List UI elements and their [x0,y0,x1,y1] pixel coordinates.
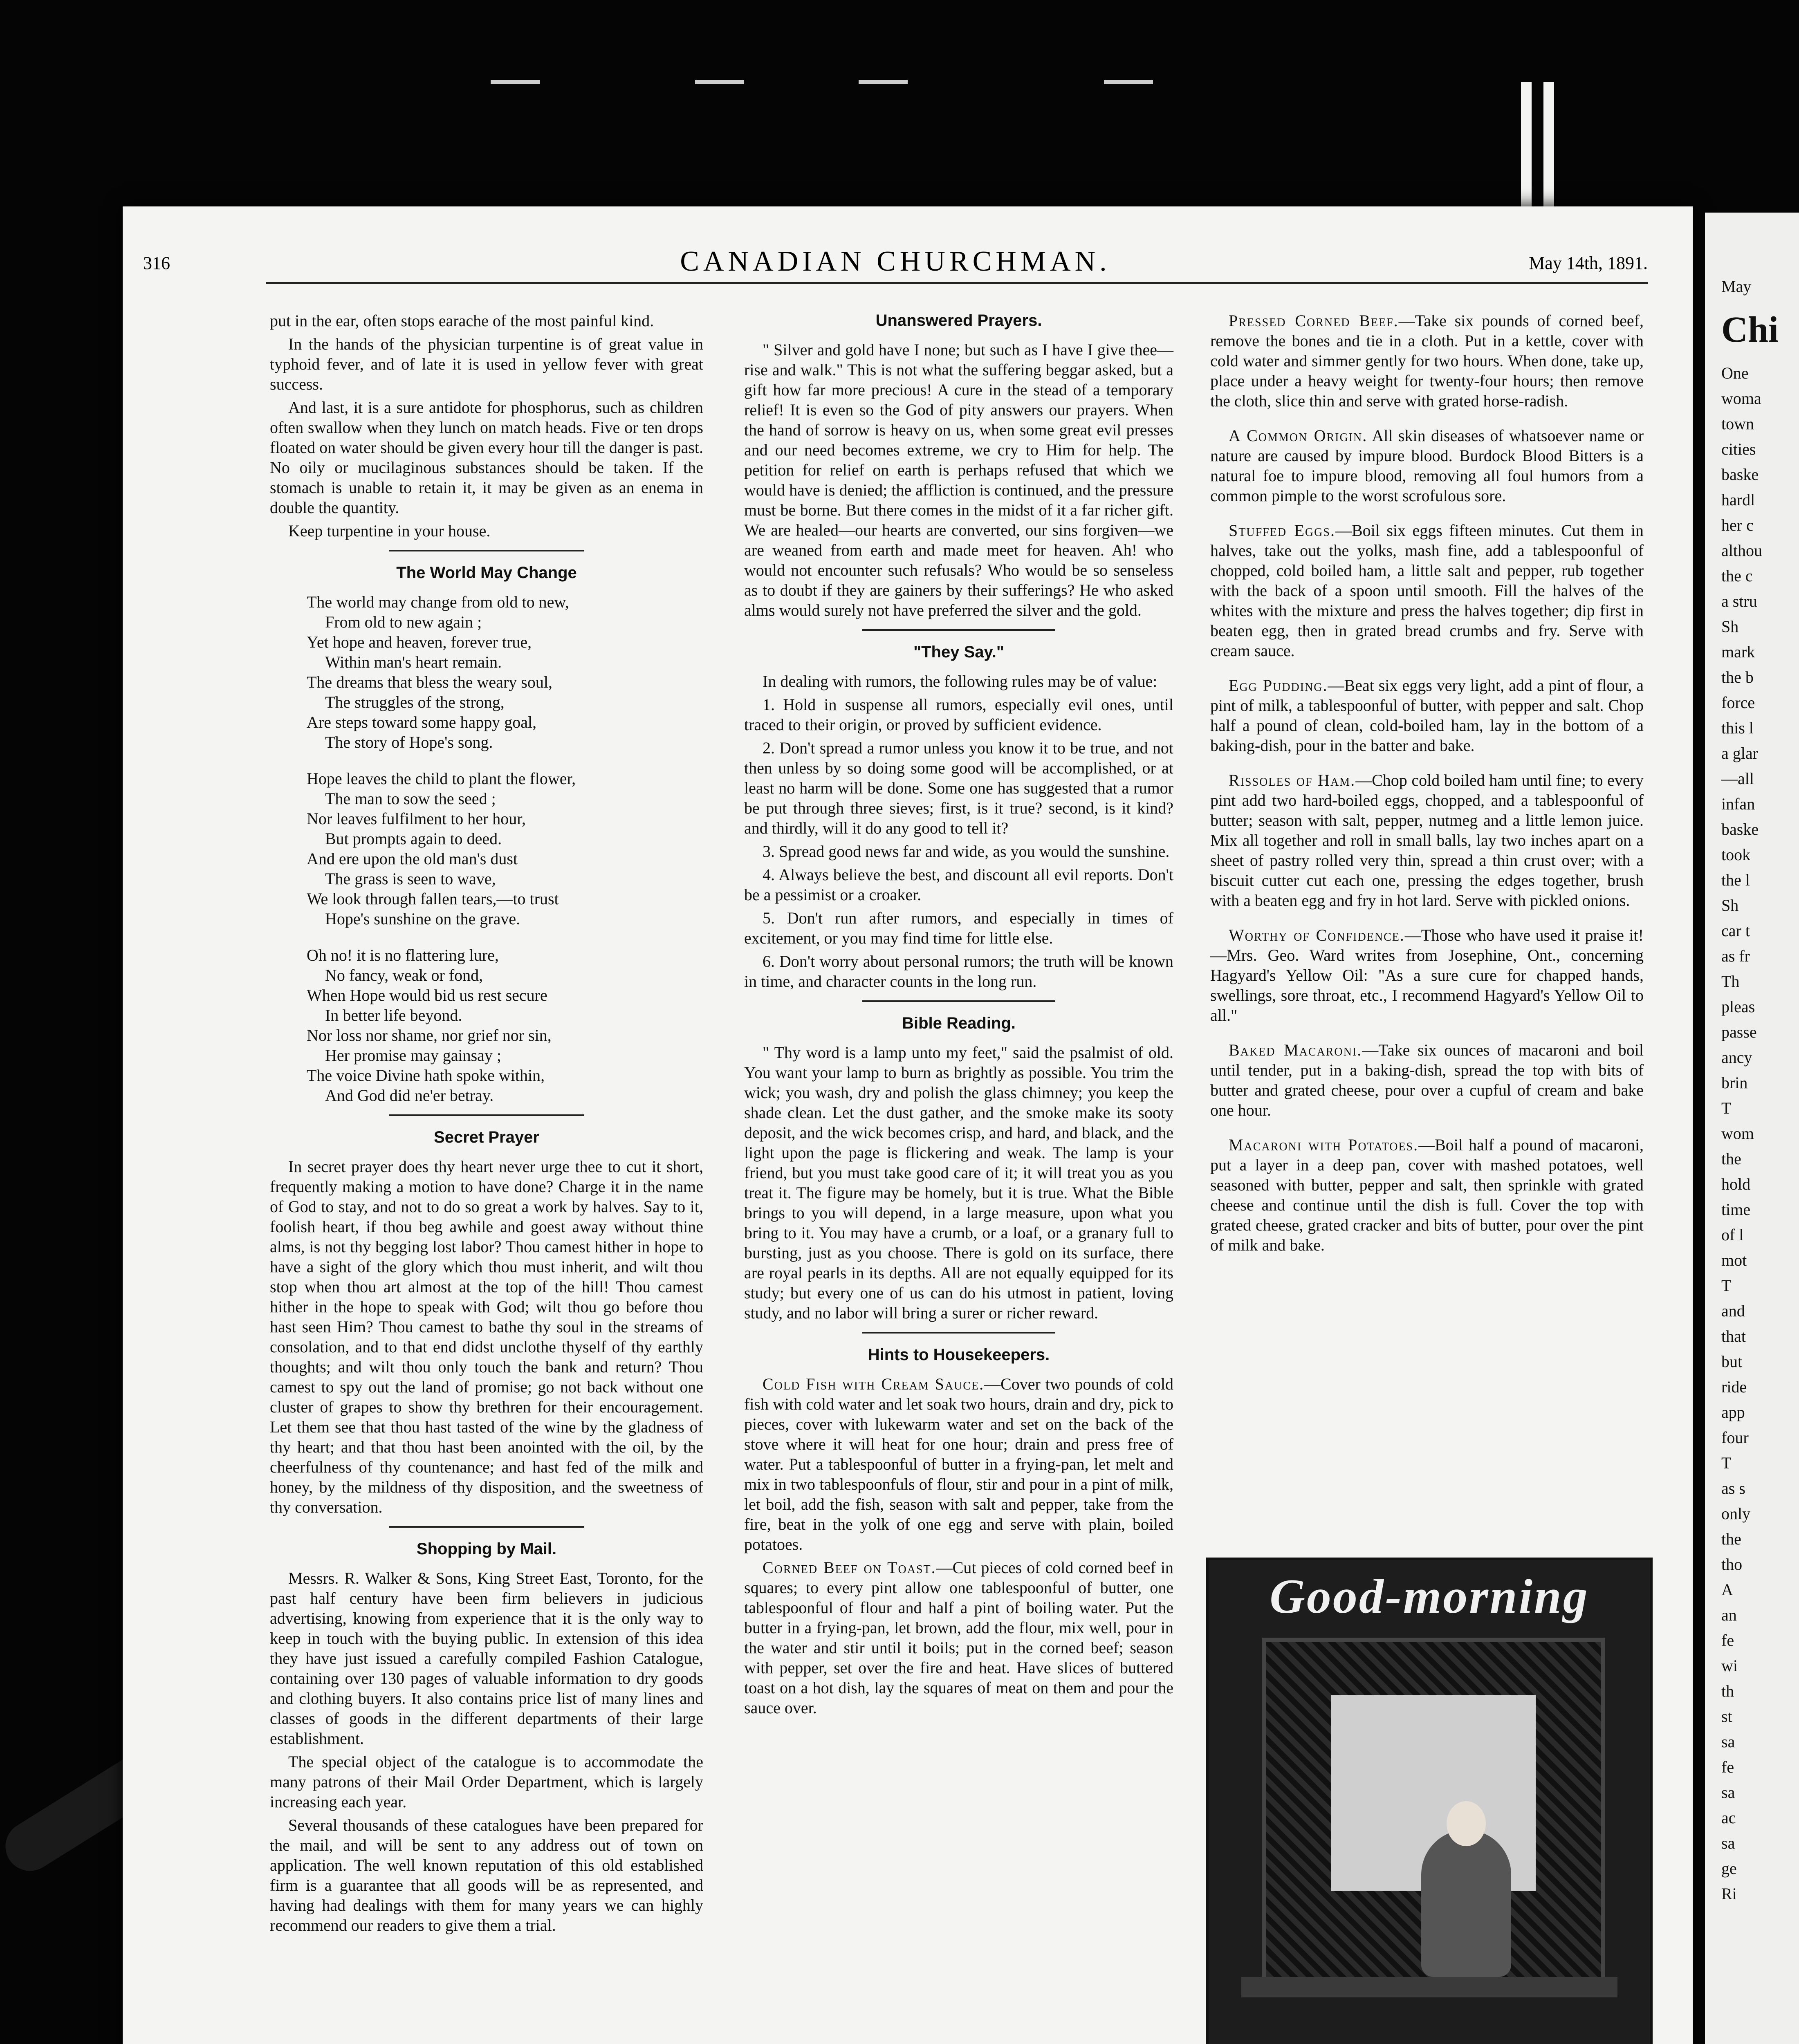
poem-line: Are steps toward some happy goal, [307,713,537,731]
facing-page-line: pleas [1721,997,1755,1016]
facing-page-line: but [1721,1352,1743,1371]
recipe-paragraph [1210,311,1644,411]
facing-page-line: infan [1721,795,1755,813]
recipe-paragraph [1210,1040,1644,1120]
facing-page-line: hardl [1721,491,1755,509]
facing-page-line: car t [1721,921,1750,940]
poem [270,592,703,1105]
facing-page-line: Ri [1721,1885,1737,1903]
article-title: The World May Change [396,564,577,582]
page-number: 316 [143,253,170,273]
poem-line: Hope leaves the child to plant the flower, [307,769,576,788]
facing-page-line: baske [1721,465,1759,484]
facing-page-line: app [1721,1403,1745,1421]
poem-line: The voice Divine hath spoke within, [307,1066,545,1085]
article-paragraph: 5. Don't run after rumors, and especially in times of excitement, or you may find time for little else. [744,909,1173,947]
article-paragraph: 3. Spread good news far and wide, as you would the sunshine. [763,842,1170,861]
recipe-text: —Cut pieces of cold corned beef in squares; to every pint allow one tablespoonful of butter, one tablespoonful of flour and half a pint of boiling water. Put the butter in a frying-pan, let brown, add the flour, mix well, pour in the water and stir until it boils; put in the corned beef; season with pepper, set over the fire and heat. Have slices of buttered toast on a hot dish, lay the squares of meat on them and pour the sauce over. [744,1558,1173,1717]
facing-page-line: T [1721,1099,1732,1117]
article-paragraph: 6. Don't worry about personal rumors; the truth will be known in time, and character counts in the long run. [744,952,1173,991]
section-rule [389,550,584,551]
facing-page-line: Chi [1721,309,1779,350]
facing-page-line: the c [1721,567,1753,585]
recipe-lead: Macaroni with Potatoes. [1229,1136,1419,1154]
facing-page-line: as s [1721,1479,1745,1497]
recipe-text: —Beat six eggs very light, add a pint of flour, a pint of milk, a tablespoonful of butter, with pepper and salt. Chop half a pound of clean, cold-boiled ham, lay in the bottom of a baking-dish, pour in the batter and bake. [1210,676,1644,755]
poem-line: But prompts again to deed. [325,829,502,848]
section-rule [389,1526,584,1528]
article-paragraph: The special object of the catalogue is to accommodate the many patrons of their Mail Order Department, which is largely increasing each year. [270,1753,703,1811]
article-paragraph: In dealing with rumors, the following rules may be of value: [763,672,1157,690]
facing-page-line: ac [1721,1809,1736,1827]
poem-line: The man to sow the seed ; [325,789,496,808]
facing-page-line: the [1721,1150,1741,1168]
facing-page-line: Sh [1721,617,1739,636]
article-title: Shopping by Mail. [416,1540,557,1558]
facing-page-line: mark [1721,643,1755,661]
facing-page-line: a glar [1721,744,1758,762]
recipe-text: —Take six pounds of corned beef, remove the bones and tie in a cloth. Put in a kettle, cover with cold water and simmer gently for two hours. When done, take up, place under a heavy weight for twenty-four hours; then remove the cloth, slice thin and serve with grated horse-radish. [1210,312,1644,410]
facing-page-line: and [1721,1302,1745,1320]
recipe-paragraph [744,1558,1173,1718]
facing-page-line: this l [1721,719,1754,737]
facing-page-line: woma [1721,389,1761,408]
article-title: Unanswered Prayers. [875,312,1042,329]
recipe-lead: Worthy of Confidence. [1229,926,1405,944]
ad-window-sill [1241,1977,1617,1997]
article-paragraph: put in the ear, often stops earache of the most painful kind. [270,312,654,330]
poem-line: Nor leaves fulfilment to her hour, [307,809,526,828]
facing-page-line: baske [1721,820,1759,838]
recipe-lead: Baked Macaroni. [1229,1041,1362,1059]
article-paragraph: " Silver and gold have I none; but such as I have I give thee—rise and walk." This is not what the suffering beggar asked, but a gift how far more precious! A cure in the stead of a temporary relief! It is even so the God of pity answers our prayers. When the hand of sorrow is heavy on us, when some great evil presses and our need becomes extreme, we cry to Him for help. The petition for relief on earth is perhaps refused that which we would have is denied; the affliction is continued, and the pressure must be borne. But there comes in the midst of it a far richer gift. We are healed—our hearts are converted, our sins forgiven—we are weaned from earth and made meet for heaven. Ah! who would not encounter such refusals? Who would be so senseless as to doubt if they are gainers by their sufferings? He who asked alms would surely not have preferred the silver and the gold. [744,341,1173,619]
recipe-paragraph [1210,426,1644,506]
recipe-text: —Boil half a pound of macaroni, put a layer in a deep pan, cover with mashed potatoes, well seasoned with butter, pepper and salt, then sprinkle with grated cheese and continue until the dish is full. Cover the top with grated cheese, grated cracker and bits of butter, pour over the pint of milk and bake. [1210,1136,1644,1254]
facing-page [1705,213,1799,2044]
facing-page-line: mot [1721,1251,1747,1269]
facing-page-line: an [1721,1606,1737,1624]
facing-page-line: A [1721,1580,1733,1599]
article-title: Hints to Housekeepers. [868,1346,1050,1364]
recipe-paragraph [1210,675,1644,755]
article-title: Bible Reading. [902,1014,1016,1032]
binding-bar [1543,82,1554,213]
facing-page-line: the [1721,1530,1741,1548]
section-rule [862,629,1056,631]
poem-line: Within man's heart remain. [325,653,502,671]
top-dash [695,80,744,84]
facing-page-line: that [1721,1327,1746,1345]
article-title: Secret Prayer [434,1128,539,1146]
section-rule [389,1114,584,1116]
poem-line: The struggles of the strong, [325,693,505,711]
poem-line: Her promise may gainsay ; [325,1046,501,1065]
page-header [143,245,1648,282]
recipe-lead: Stuffed Eggs. [1229,521,1335,540]
section-rule [862,1000,1056,1002]
recipe-text: —Chop cold boiled ham until fine; to every pint add two hard-boiled eggs, chopped, and a tablespoonful of butter; season with salt, pepper, nutmeg and a little lemon juice. Mix all together and roll in small balls, lay two inches apart on a sheet of pastry rolled very thin, spread a thin crust over; with a biscuit cutter cut each one, pressing the edges together, brush with a beaten egg and fry in hot lard. Serve with pickled onions. [1210,771,1644,910]
article-paragraph: Several thousands of these catalogues have been prepared for the mail, and will be sent to any address out of town on application. The well known reputation of this old established firm is a guarantee that all goods will be as represented, and having had dealings with them for many years we can highly recommend our readers to give them a trial. [270,1816,703,1934]
recipe-text: —Those who have used it praise it!—Mrs. Geo. Ward writes from Josephine, Ont., concerning Hagyard's Yellow Oil: "As a sure cure for chapped hands, swellings, sore throat, etc., I recommend Hagyard's Yellow Oil to all." [1210,926,1644,1024]
facing-page-line: fe [1721,1631,1734,1650]
facing-page-line: sa [1721,1834,1735,1852]
facing-page-line: cities [1721,440,1756,458]
facing-page-line: Th [1721,972,1740,991]
column-3 [1210,311,1644,1258]
recipe-text: —Boil six eggs fifteen minutes. Cut them in halves, take out the yolks, mash fine, add a tablespoonful of chopped, cold boiled ham, a little salt and pepper, rub together with the back of a spoon until smooth. Fill the halves of the whites with the mixture and press the halves together; dip first in beaten egg, then in grated bread crumbs and fry. Serve with cream sauce. [1210,521,1644,660]
top-dash [1104,80,1153,84]
facing-page-line: passe [1721,1023,1757,1041]
article-paragraph: Keep turpentine in your house. [288,522,491,540]
article-paragraph: In the hands of the physician turpentine is of great value in typhoid fever, and of late it is used in yellow fever with great success. [270,335,703,393]
recipe-text: —Take six ounces of macaroni and boil until tender, put in a baking-dish, spread the top with bits of butter and grated cheese, pour over a cupful of cream and bake one hour. [1210,1041,1644,1119]
poem-line: No fancy, weak or fond, [325,966,483,984]
facing-page-line: four [1721,1428,1749,1447]
poem-line: Oh no! it is no flattering lure, [307,946,499,964]
header-rule [266,282,1648,284]
facing-page-line: took [1721,845,1751,864]
facing-page-line: as fr [1721,947,1750,965]
facing-page-line: fe [1721,1758,1734,1776]
top-dash [491,80,540,84]
poem-stanza [307,592,703,752]
article-paragraph: " Thy word is a lamp unto my feet," said the psalmist of old. You want your lamp to burn as brightly as possible. You trim the wick; you wash, dry and polish the glass chimney; you keep the shade clean. Let the dust gather, and the smoke make its sooty deposit, and the wick becomes crisp, and hard, and black, and the light upon the page is flickering and weak. The lamp is your friend, but you must take good care of it; it will treat you as you treat it. The figure may be homely, but it is true. What the Bible brings to you will depend, in a large measure, upon what you bring to it. You may have a crumb, or a loaf, or a granary full to bursting, just as you choose. There is gold on its surface, there are royal pearls in its depths. All are not equally equipped for its study; but every one of us can do his utmost in patient, loving study, and no labor will bring a surer or richer reward. [744,1043,1173,1322]
facing-page-line: T [1721,1454,1732,1472]
recipe-lead: Egg Pudding. [1229,676,1328,695]
poem-line: We look through fallen tears,—to trust [307,890,559,908]
facing-page-line: a stru [1721,592,1757,610]
poem-line: Nor loss nor shame, nor grief nor sin, [307,1026,552,1044]
facing-page-line: Sh [1721,896,1739,914]
recipe-text: All skin diseases of whatsoever name or nature are caused by impure blood. Burdock Blood Bitters is a natural foe to impure blood, removing all foul humors from a common pimple to the worst scrofulous sore. [1210,426,1644,505]
article-paragraph: 2. Don't spread a rumor unless you know it to be true, and not then unless by so doing some good will be accomplished, or at least no harm will be done. Some one has suggested that a rumor be put through three sieves; first, is it true? second, is it kind? and thirdly, will it do any good to tell it? [744,739,1173,837]
poem-line: From old to new again ; [325,613,482,631]
facing-page-line: the b [1721,668,1754,686]
article-paragraph: In secret prayer does thy heart never urge thee to cut it short, frequently making a motion to have done? Charge it in the name of God to stay, and not to do so great a work by halves. Say to it, foolish heart, if thou beg awhile and goest away without thine alms, is not thy begging lost labor? Thou camest hither in hope to have a sight of the glory which thou must inherit, and wilt thou stop when thou art almost at the top of the hill! Thou camest hither in the hope to speak with God; wilt thou go before thou hast seen Him? Thou camest to bathe thy soul in the streams of consolation, and to that end didst unclothe thyself of thy earthly thoughts; and wilt thou only touch the bank and return? Thou camest to spy out the land of promise; go not back without one cluster of grapes to show thy brethren for their encouragement. Let them see that thou hast tasted of the wine by the gladness of thy heart; and that thou hast been anointed with the oil, by the cheerfulness of thy countenance; and hast fed of the milk and honey, by the mildness of thy disposition, and the sweetness of thy conversation. [270,1157,703,1516]
poem-line: The dreams that bless the weary soul, [307,673,552,691]
poem-line: In better life beyond. [325,1006,462,1024]
recipe-paragraph [1210,925,1644,1025]
facing-page-line: ancy [1721,1048,1752,1067]
poem-line: The story of Hope's song. [325,733,493,751]
facing-page-line: st [1721,1707,1732,1726]
recipe-paragraph [1210,770,1644,910]
facing-page-line: of l [1721,1226,1744,1244]
poem-line: And ere upon the old man's dust [307,849,518,868]
article-paragraph: 4. Always believe the best, and discount all evil reports. Don't be a pessimist or a croaker. [744,865,1173,904]
facing-page-line: May [1721,277,1752,296]
article-paragraph: Messrs. R. Walker & Sons, King Street East, Toronto, for the past half century have been firm believers in judicious advertising, knowing from experience that it is the only way to keep in touch with the buying public. In extension of this idea they have just issued a carefully compiled Fashion Catalogue, containing over 130 pages of valuable information to dry goods and clothing buyers. It also contains price list of many lines and classes of goods in the different departments of their large establishment. [270,1569,703,1748]
ad-title: Good-morning [1270,1569,1589,1623]
recipe-lead: Rissoles of Ham. [1229,771,1356,789]
facing-page-line: —all [1721,769,1754,788]
facing-page-line: sa [1721,1783,1735,1802]
facing-page-line: wi [1721,1656,1738,1675]
recipe-lead: Cold Fish with Cream Sauce. [763,1375,985,1393]
ad-maiden-figure [1421,1830,1511,1977]
column-1 [270,311,703,1939]
facing-page-line: ge [1721,1859,1737,1878]
poem-stanza [307,769,703,929]
facing-page-line: althou [1721,541,1762,560]
facing-page-line: force [1721,693,1755,712]
recipe-paragraph [1210,1135,1644,1255]
issue-date: May 14th, 1891. [1529,253,1648,273]
facing-page-line: her c [1721,516,1754,534]
article-paragraph: And last, it is a sure antidote for phosphorus, such as children often swallow when they lunch on match heads. Five or ten drops floated on water should be given every hour till the danger is past. No oily or mucilaginous substances should be taken. If the stomach is unable to retain it, it may be given as an enema in double the quantity. [270,398,703,517]
masthead: CANADIAN CHURCHMAN. [680,246,1111,277]
facing-page-line: the l [1721,871,1750,889]
poem-line: Yet hope and heaven, forever true, [307,633,532,651]
facing-page-line: brin [1721,1074,1748,1092]
facing-page-line: T [1721,1276,1732,1295]
facing-page-line: hold [1721,1175,1751,1193]
facing-page-line: th [1721,1682,1734,1700]
recipe-lead: Corned Beef on Toast. [763,1558,936,1577]
poem-line: When Hope would bid us rest secure [307,986,547,1004]
facing-page-line: One [1721,364,1749,382]
poem-line: The world may change from old to new, [307,593,569,611]
article-paragraph: 1. Hold in suspense all rumors, especially evil ones, until traced to their origin, or proved by sufficient evidence. [744,695,1173,734]
recipe-paragraph [744,1374,1173,1554]
poem-line: The grass is seen to wave, [325,870,496,888]
top-dash [859,80,908,84]
recipe-text: —Cover two pounds of cold fish with cold water and let soak two hours, drain and dry, pick to pieces, cover with lukewarm water and set on the back of the stove where it will heat for one hour; drain and press free of water. Put a tablespoonful of butter in a frying-pan, let melt and mix in two tablespoonfuls of flour, stir and pour in a pint of milk, let boil, add the fish, season with salt and pepper, take from the fire, beat in the yolk of one egg and serve with plain, boiled potatoes. [744,1375,1173,1553]
facing-page-line: town [1721,415,1754,433]
recipe-paragraph [1210,520,1644,661]
poem-line: Hope's sunshine on the grave. [325,910,520,928]
soap-advertisement [1206,1558,1653,2044]
facing-page-line: sa [1721,1732,1735,1751]
article-title: "They Say." [913,643,1004,661]
facing-page-text [1705,213,1799,1907]
facing-page-line: only [1721,1504,1751,1523]
facing-page-line: time [1721,1200,1751,1219]
facing-page-line: wom [1721,1124,1754,1143]
facing-page-line: ride [1721,1378,1747,1396]
poem-stanza [307,945,703,1105]
poem-line: And God did ne'er betray. [325,1086,494,1105]
binding-bar [1521,82,1532,213]
recipe-lead: A Common Origin. [1229,426,1368,445]
column-2 [744,311,1173,1721]
facing-page-line: tho [1721,1555,1743,1573]
section-rule [862,1332,1056,1334]
recipe-lead: Pressed Corned Beef. [1229,312,1399,330]
